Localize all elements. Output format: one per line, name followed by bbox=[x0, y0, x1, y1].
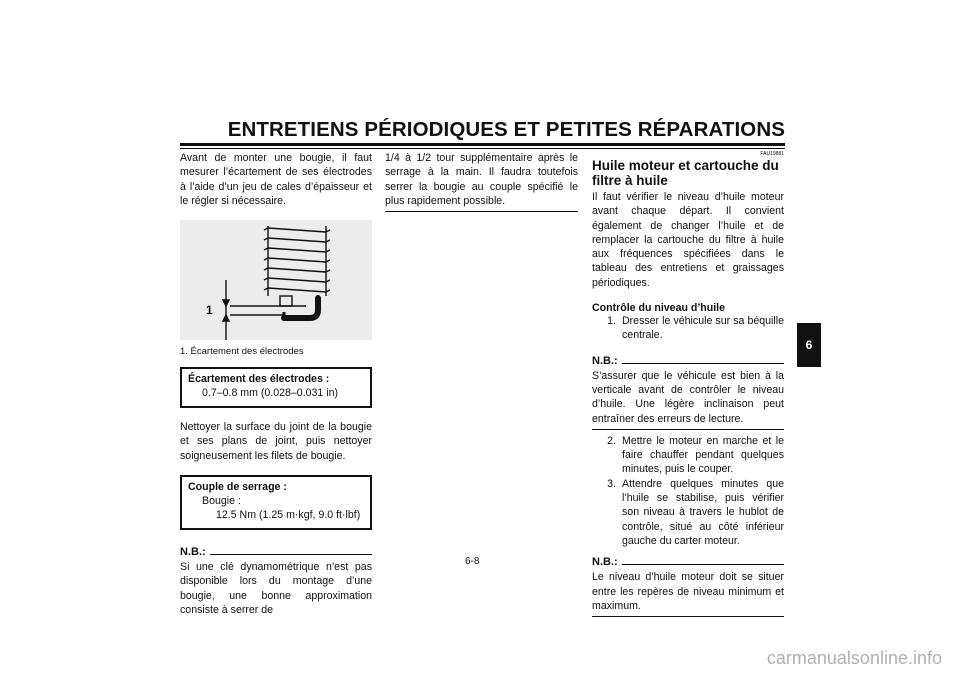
column-left bbox=[180, 151, 372, 617]
page-header-title: ENTRETIENS PÉRIODIQUES ET PETITES RÉPARATIONS bbox=[227, 118, 785, 141]
continued-paragraph: 1/4 à 1/2 tour supplémentaire après le serrage à la main. Il faudra toutefois serrer la bougie au couple spécifié le plus rapidement possible. bbox=[385, 152, 578, 207]
spark-plug-illustration bbox=[180, 220, 372, 340]
gap-spec-value: 0.7–0.8 mm (0.028–0.031 in) bbox=[202, 387, 339, 400]
note-rule bbox=[622, 564, 784, 565]
header-rule-thin bbox=[180, 148, 785, 149]
watermark: carmanualsonline.info bbox=[766, 648, 942, 668]
step-1 bbox=[592, 314, 784, 343]
note-end-rule bbox=[592, 429, 784, 430]
torque-spec-title: Couple de serrage : bbox=[188, 481, 287, 494]
note-rule bbox=[210, 554, 372, 555]
note-label: N.B.: bbox=[592, 354, 618, 367]
note-text: Si une clé dynamométrique n’est pas disponible lors du montage d’une bougie, une bonne approximation consiste à serrer de bbox=[180, 561, 372, 616]
note-text: S’assurer que le véhicule est bien à la verticale avant de contrôler le niveau d’huile. Une légère inclinaison peut entraîner des erreurs de lecture. bbox=[592, 369, 784, 425]
figure-callout-label: 1 bbox=[206, 303, 213, 318]
step-2 bbox=[592, 434, 784, 477]
step-text: Mettre le moteur en marche et le faire chauffer pendant quelques minutes, puis le couper. bbox=[622, 434, 784, 476]
note-end-rule bbox=[592, 616, 784, 617]
note-label: N.B.: bbox=[592, 556, 618, 569]
step-text: Dresser le véhicule sur sa béquille centrale. bbox=[622, 315, 784, 342]
subheading: Contrôle du niveau d’huile bbox=[592, 302, 726, 315]
gap-spec-box bbox=[180, 367, 372, 408]
note-end-rule bbox=[385, 211, 578, 212]
torque-spec-value: 12.5 Nm (1.25 m·kgf, 9.0 ft·lbf) bbox=[216, 509, 361, 522]
section-code: FAU19881 bbox=[760, 151, 784, 157]
note-label: N.B.: bbox=[180, 546, 206, 559]
column-right bbox=[592, 151, 784, 617]
step-text: Attendre quelques minutes que l’huile se stabilise, puis vérifier son niveau à travers le hublot de contrôle, situé au côté inférieur gauche du carter moteur. bbox=[622, 477, 784, 547]
note-text: Le niveau d’huile moteur doit se situer entre les repères de niveau minimum et maximum. bbox=[592, 571, 784, 612]
spark-plug-figure bbox=[180, 220, 372, 340]
step-number: 2. bbox=[607, 434, 616, 447]
cleaning-paragraph: Nettoyer la surface du joint de la bougie et ses plans de joint, puis nettoyer soigneusement les filets de bougie. bbox=[180, 421, 372, 462]
step-number: 3. bbox=[607, 477, 616, 490]
chapter-tab: 6 bbox=[797, 323, 821, 367]
section-title: Huile moteur et cartouche du filtre à huile bbox=[592, 158, 779, 188]
section-intro: Il faut vérifier le niveau d’huile moteur avant chaque départ. Il convient également de changer l’huile et de remplacer la cartouche du filtre à huile aux fréquences spécifiées dans le tableau des entretiens et graissages périodiques. bbox=[592, 191, 784, 289]
torque-spec-box bbox=[180, 475, 372, 530]
note-header bbox=[592, 355, 784, 367]
column-middle bbox=[385, 151, 578, 212]
note-header bbox=[592, 556, 784, 568]
page-number: 6-8 bbox=[465, 556, 480, 567]
note-header bbox=[180, 546, 372, 558]
torque-spec-item: Bougie : bbox=[202, 495, 241, 508]
gap-spec-title: Écartement des électrodes : bbox=[188, 373, 330, 386]
step-3 bbox=[592, 477, 784, 548]
header-rule bbox=[180, 143, 785, 146]
note-rule bbox=[622, 363, 784, 364]
step-number: 1. bbox=[607, 315, 616, 328]
figure-caption: 1. Écartement des électrodes bbox=[180, 346, 304, 358]
intro-paragraph: Avant de monter une bougie, il faut mesurer l’écartement de ses électrodes à l’aide d’un jeu de cales d’épaisseur et le régler si nécessaire. bbox=[180, 152, 372, 207]
